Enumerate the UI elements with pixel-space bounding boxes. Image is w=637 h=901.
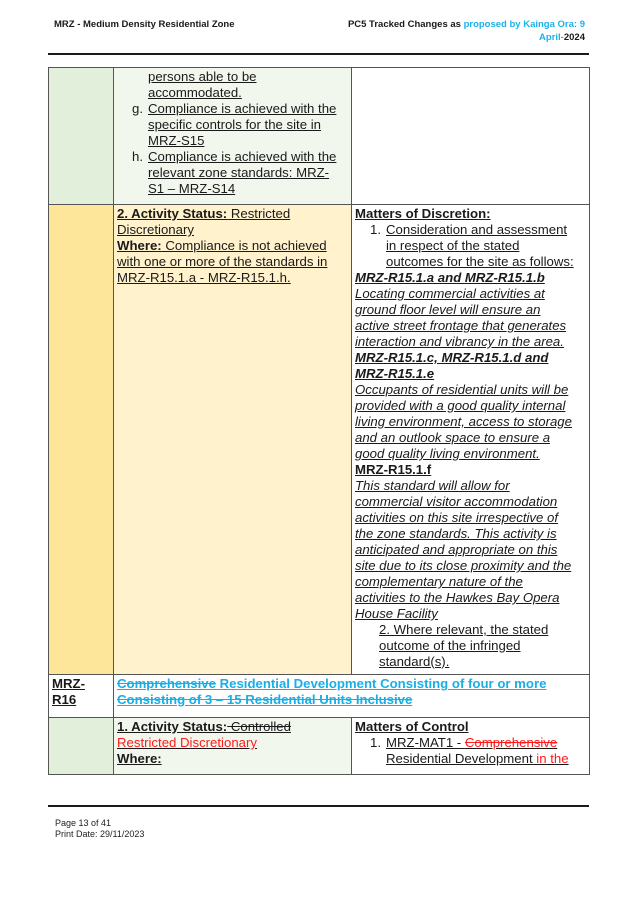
- conditions-cell: [114, 68, 352, 205]
- header-year: 2024: [563, 31, 585, 43]
- rule-title: [117, 676, 586, 708]
- matters-heading: Matters of Control: [355, 719, 469, 734]
- matter-item-1: 1. Consideration and assessment in respect of the stated outcomes for the site as follows:: [370, 222, 574, 269]
- activity-status-text: 2. Activity Status: Restricted Discretionary: [117, 206, 291, 237]
- section-text-a-b: Locating commercial activities at ground floor level will ensure an active street frontage that generates interaction and vibrancy in the area.: [355, 286, 567, 349]
- print-date: Print Date: 29/11/2023: [55, 829, 145, 839]
- matters-of-control-cell: [352, 718, 590, 775]
- deleted-text: Consisting of 3 – 15 Residential Units: [117, 692, 353, 707]
- matters-of-discretion-cell: [352, 205, 590, 675]
- table-row-r15-2: [49, 205, 590, 675]
- inserted-text: Residential Development Consisting of four or more: [215, 676, 547, 691]
- where-label: Where:: [117, 751, 162, 766]
- rule-title-cell: [114, 675, 590, 718]
- activity-status-text: 1. Activity Status: Controlled Restricted Discretionary: [117, 719, 291, 750]
- list-item-g: g. Compliance is achieved with the specific controls for the site in MRZ-S15: [132, 101, 337, 148]
- section-text-c-d-e: Occupants of residential units will be provided with a good quality internal living environment, access to storage and an outlook space to ensure a good quality living environment.: [355, 382, 572, 461]
- matter-item-2: 2. Where relevant, the stated outcome of the infringed standard(s).: [379, 622, 549, 669]
- matter-item-1: 1. MRZ-MAT1 - Comprehensive Residential Development in the: [370, 735, 569, 766]
- section-text-f: This standard will allow for commercial visitor accommodation activities on this site irrespective of the zone standards. This activity is anticipated and appropriate on this site due to its close proximity and the complementary nature of the activities to the Hawkes Bay Opera House Facility: [355, 478, 572, 621]
- footer-rule: [48, 805, 589, 807]
- matters-cell-empty: [352, 68, 590, 205]
- deleted-text: Comprehensive: [117, 676, 216, 691]
- where-text: Where: Compliance is not achieved with one or more of the standards in MRZ-R15.1.a - MRZ-R15.1.h.: [117, 238, 328, 285]
- rule-id-cell: [49, 718, 114, 775]
- deleted-text: Controlled: [227, 719, 291, 734]
- matters-heading: Matters of Discretion:: [355, 206, 491, 221]
- table-row-r16-1: [49, 718, 590, 775]
- header-inserted-month: April-: [539, 31, 564, 43]
- deleted-text: Inclusive: [352, 692, 413, 707]
- header-rule: [48, 53, 589, 55]
- rules-table: [48, 67, 590, 775]
- activity-status-cell: [114, 205, 352, 675]
- list-item-h: h. Compliance is achieved with the relevant zone standards: MRZ- S1 – MRZ-S14: [132, 149, 337, 196]
- continued-text: persons able to be accommodated.: [148, 69, 257, 100]
- section-heading-f: MRZ-R15.1.f: [355, 462, 432, 477]
- header-tracked-changes: [348, 19, 585, 44]
- rule-id-cell: [49, 68, 114, 205]
- rule-id-cell-r16: MRZ- R16: [49, 675, 114, 718]
- footer: [55, 818, 144, 840]
- header-inserted-text: proposed by Kainga Ora: 9: [463, 19, 585, 30]
- header-zone-title: MRZ - Medium Density Residential Zone: [54, 19, 235, 30]
- page-number: Page 13 of 41: [55, 818, 112, 828]
- inserted-text: in the: [532, 751, 569, 766]
- section-heading-c-d-e: MRZ-R15.1.c, MRZ-R15.1.d and MRZ-R15.1.e: [355, 350, 549, 381]
- inserted-text: Restricted Discretionary: [117, 735, 257, 750]
- activity-status-cell: [114, 718, 352, 775]
- header-prefix: PC5 Tracked Changes as: [347, 19, 464, 30]
- deleted-text: Comprehensive: [464, 735, 558, 750]
- rule-id-cell: [49, 205, 114, 675]
- table-row-r15-1-continued: [49, 68, 590, 205]
- table-row-r16-title: [49, 675, 590, 718]
- section-heading-a-b: MRZ-R15.1.a and MRZ-R15.1.b: [355, 270, 545, 285]
